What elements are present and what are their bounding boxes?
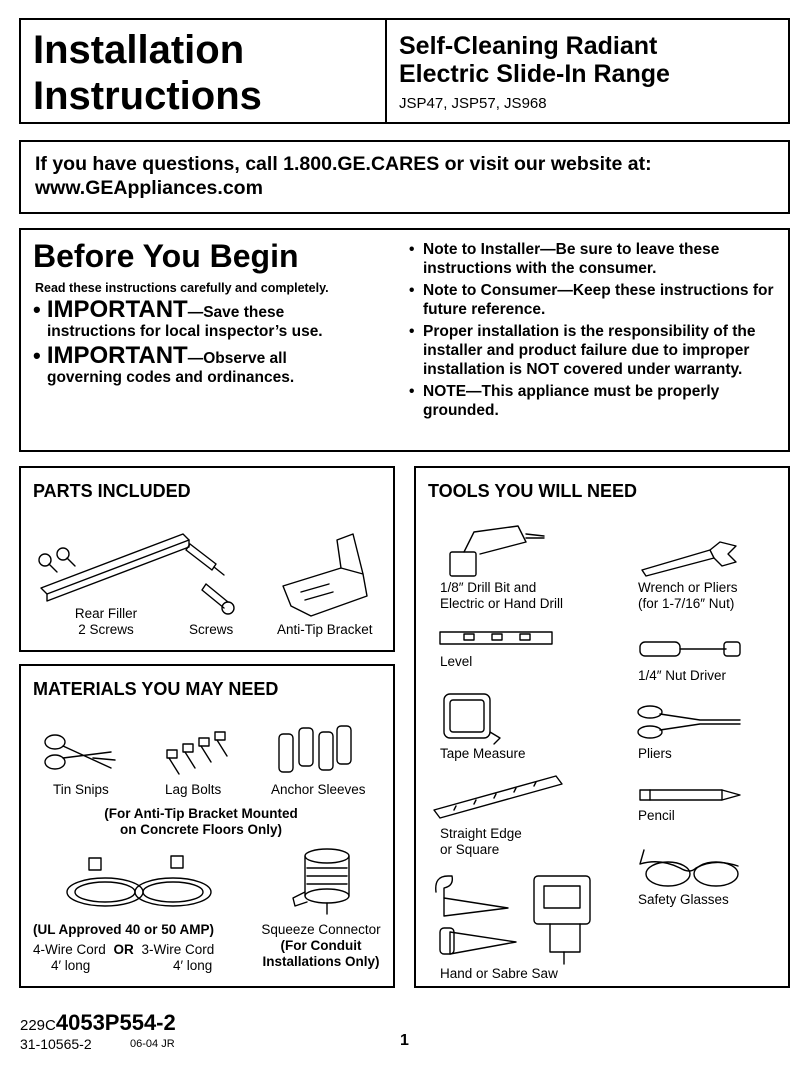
concrete-note: (For Anti-Tip Bracket Mounted on Concrete Floors Only) — [104, 806, 298, 837]
pencil-label: Pencil — [638, 808, 675, 823]
lag-bolts-label: Lag Bolts — [165, 782, 222, 797]
screws-illustration — [176, 528, 246, 618]
parts-title: PARTS INCLUDED — [33, 481, 191, 501]
anti-tip-bracket-illustration — [271, 526, 381, 616]
ul-approved-note: (UL Approved 40 or 50 AMP) — [33, 922, 215, 937]
contact-website: www.GEAppliances.com — [35, 177, 263, 199]
parts-box — [19, 466, 395, 652]
title-line2: Instructions — [33, 74, 262, 118]
tools-box — [414, 466, 790, 988]
important-label: IMPORTANT — [46, 296, 188, 323]
before-intro: Read these instructions carefully and completely. — [35, 281, 329, 295]
before-title: Before You Begin — [33, 238, 299, 274]
page-number: 1 — [400, 1032, 409, 1049]
materials-box — [19, 664, 395, 988]
nut-driver-icon — [638, 638, 748, 662]
safety-glasses-label: Safety Glasses — [638, 892, 729, 907]
note-item: • Note to Installer—Be sure to leave these instructions with the consumer. — [407, 240, 779, 278]
straight-edge-icon — [430, 772, 570, 822]
squeeze-connector-illustration — [287, 846, 367, 926]
product-line1: Self-Cleaning Radiant — [399, 32, 658, 60]
anchor-sleeves-label: Anchor Sleeves — [271, 782, 366, 797]
important-2: • IMPORTANT—Observe all governing codes and ordinances. — [33, 342, 295, 386]
tin-snips-illustration — [41, 728, 121, 788]
pliers-icon — [634, 702, 754, 742]
straight-edge-label: Straight Edge or Square — [440, 826, 522, 857]
part-number: 229C4053P554-2 — [20, 1010, 176, 1035]
materials-title: MATERIALS YOU MAY NEED — [33, 679, 279, 699]
level-label: Level — [440, 654, 473, 669]
product-line2: Electric Slide-In Range — [399, 60, 670, 88]
installer-notes — [407, 240, 779, 420]
drill-icon — [440, 522, 550, 582]
saw-label: Hand or Sabre Saw — [440, 966, 558, 981]
wrench-label: Wrench or Pliers (for 1-7/16″ Nut) — [638, 580, 738, 611]
tools-title: TOOLS YOU WILL NEED — [428, 481, 638, 501]
title-line1: Installation — [33, 28, 245, 72]
anti-tip-label: Anti-Tip Bracket — [277, 622, 373, 637]
tape-measure-icon — [440, 688, 510, 748]
document-number: 31-10565-2 — [20, 1036, 92, 1052]
note-item: • Proper installation is the responsibility of the installer and product failure due to improper installation is NOT covered under warranty. — [407, 322, 779, 379]
rear-filler-illustration — [33, 526, 193, 616]
anchor-sleeves-illustration — [271, 722, 361, 782]
nut-driver-label: 1/4″ Nut Driver — [638, 668, 727, 683]
safety-glasses-icon — [630, 844, 750, 894]
contact-box — [19, 140, 790, 214]
note-item: • NOTE—This appliance must be properly grounded. — [407, 382, 779, 420]
model-numbers: JSP47, JSP57, JS968 — [399, 95, 547, 112]
document-date: 06-04 JR — [130, 1038, 175, 1050]
squeeze-connector-label: Squeeze Connector (For Conduit Installations Only) — [261, 922, 381, 969]
tape-measure-label: Tape Measure — [440, 746, 526, 761]
header-divider — [385, 20, 387, 122]
important-label: IMPORTANT — [46, 342, 188, 369]
saw-icon — [430, 868, 610, 968]
rear-filler-label: Rear Filler 2 Screws — [74, 606, 138, 637]
screws-label: Screws — [189, 622, 234, 637]
drill-label: 1/8″ Drill Bit and Electric or Hand Drill — [440, 580, 564, 611]
three-wire-length: 4′ long — [173, 958, 213, 973]
note-item: • Note to Consumer—Keep these instructions for future reference. — [407, 281, 779, 319]
four-wire-length: 4′ long — [51, 958, 91, 973]
pliers-label: Pliers — [638, 746, 672, 761]
tin-snips-label: Tin Snips — [53, 782, 109, 797]
important-1: • IMPORTANT—Save these instructions for local inspector’s use. — [33, 296, 323, 340]
level-icon — [438, 630, 558, 650]
cord-options: 4-Wire Cord OR 3-Wire Cord — [33, 942, 215, 957]
contact-line1: If you have questions, call 1.800.GE.CARES or visit our website at: — [35, 153, 652, 175]
power-cords-illustration — [61, 852, 221, 922]
lag-bolts-illustration — [157, 728, 237, 788]
wrench-icon — [636, 540, 746, 580]
before-box — [19, 228, 790, 452]
header-box — [19, 18, 790, 124]
pencil-icon — [636, 786, 746, 806]
